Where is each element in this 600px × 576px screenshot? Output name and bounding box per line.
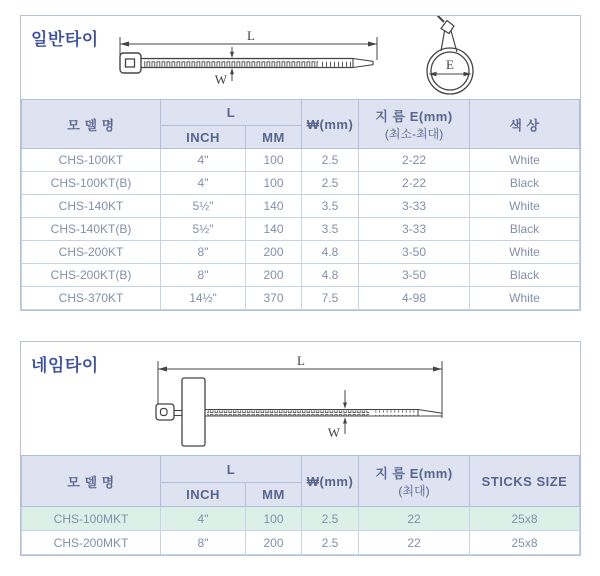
cell-diameter: 22 bbox=[359, 531, 470, 555]
diagram-area bbox=[21, 16, 580, 99]
cell-diameter: 3-50 bbox=[359, 264, 470, 287]
length-dimension-label: L bbox=[247, 28, 255, 43]
name-tie-diagram bbox=[21, 342, 580, 455]
length-dimension-label: L bbox=[297, 353, 305, 368]
cell-diameter: 22 bbox=[359, 507, 470, 531]
cell-inch: 5½" bbox=[161, 195, 246, 218]
general-tie-table bbox=[21, 99, 580, 310]
cell-diameter: 3-33 bbox=[359, 218, 470, 241]
cell-model: CHS-100MKT bbox=[22, 507, 161, 531]
cell-diameter: 2-22 bbox=[359, 149, 470, 172]
cell-diameter: 3-33 bbox=[359, 195, 470, 218]
cell-inch: 4" bbox=[161, 507, 246, 531]
loop-dimension-label: E bbox=[446, 57, 454, 72]
cell-inch: 5½" bbox=[161, 218, 246, 241]
section-title: 일반타이 bbox=[31, 30, 99, 49]
table-row bbox=[22, 218, 580, 241]
col-width: ₩(mm) bbox=[302, 456, 359, 507]
width-dimension-label: W bbox=[327, 425, 340, 440]
table-row bbox=[22, 149, 580, 172]
cell-inch: 8" bbox=[161, 241, 246, 264]
cell-inch: 8" bbox=[161, 531, 246, 555]
col-model: 모 델 명 bbox=[22, 100, 161, 149]
table-row bbox=[22, 241, 580, 264]
cell-mm: 200 bbox=[246, 241, 302, 264]
col-color: 색 상 bbox=[470, 100, 580, 149]
looped-tie bbox=[427, 16, 473, 94]
cell-w: 4.8 bbox=[302, 241, 359, 264]
col-inch: INCH bbox=[161, 126, 246, 149]
cell-inch: 4" bbox=[161, 172, 246, 195]
diagram-area bbox=[21, 342, 580, 455]
table-row bbox=[22, 195, 580, 218]
header-row bbox=[22, 100, 580, 126]
col-length: L bbox=[161, 100, 302, 126]
cell-mm: 370 bbox=[246, 287, 302, 310]
cell-mm: 200 bbox=[246, 531, 302, 555]
col-sticks-size: STICKS SIZE bbox=[470, 456, 580, 507]
cell-inch: 8" bbox=[161, 264, 246, 287]
col-mm: MM bbox=[246, 126, 302, 149]
cell-model: CHS-140KT(B) bbox=[22, 218, 161, 241]
table-row bbox=[22, 172, 580, 195]
cell-model: CHS-100KT(B) bbox=[22, 172, 161, 195]
cell-model: CHS-370KT bbox=[22, 287, 161, 310]
cell-w: 4.8 bbox=[302, 264, 359, 287]
cell-w: 3.5 bbox=[302, 195, 359, 218]
col-mm: MM bbox=[246, 483, 302, 507]
cell-color: White bbox=[470, 195, 580, 218]
cell-mm: 100 bbox=[246, 172, 302, 195]
cell-diameter: 3-50 bbox=[359, 241, 470, 264]
cell-w: 7.5 bbox=[302, 287, 359, 310]
col-inch: INCH bbox=[161, 483, 246, 507]
col-model: 모 델 명 bbox=[22, 456, 161, 507]
table-row bbox=[22, 507, 580, 531]
col-diameter: 지 름 E(mm) (최대) bbox=[359, 456, 470, 507]
section-name-tie bbox=[20, 341, 581, 556]
cell-color: White bbox=[470, 287, 580, 310]
cell-color: Black bbox=[470, 218, 580, 241]
cell-mm: 140 bbox=[246, 218, 302, 241]
col-length: L bbox=[161, 456, 302, 483]
cable-tie-diagram bbox=[21, 16, 580, 99]
section-title: 네임타이 bbox=[31, 356, 99, 375]
cell-w: 2.5 bbox=[302, 507, 359, 531]
table-row bbox=[22, 264, 580, 287]
width-dimension-label: W bbox=[214, 72, 227, 87]
cell-w: 2.5 bbox=[302, 149, 359, 172]
cell-color: White bbox=[470, 241, 580, 264]
col-width: ₩(mm) bbox=[302, 100, 359, 149]
cell-color: Black bbox=[470, 264, 580, 287]
cell-mm: 100 bbox=[246, 507, 302, 531]
cell-w: 2.5 bbox=[302, 172, 359, 195]
cell-model: CHS-200KT(B) bbox=[22, 264, 161, 287]
table-row bbox=[22, 287, 580, 310]
cell-model: CHS-140KT bbox=[22, 195, 161, 218]
section-general-tie bbox=[20, 15, 581, 311]
tie-body bbox=[156, 378, 442, 446]
tie-body bbox=[120, 53, 373, 73]
cell-diameter: 4-98 bbox=[359, 287, 470, 310]
header-row bbox=[22, 456, 580, 483]
cell-diameter: 2-22 bbox=[359, 172, 470, 195]
cell-model: CHS-200KT bbox=[22, 241, 161, 264]
cell-model: CHS-100KT bbox=[22, 149, 161, 172]
cell-inch: 14½" bbox=[161, 287, 246, 310]
name-tie-table bbox=[21, 455, 580, 555]
cell-w: 3.5 bbox=[302, 218, 359, 241]
cell-mm: 100 bbox=[246, 149, 302, 172]
cell-w: 2.5 bbox=[302, 531, 359, 555]
cell-mm: 200 bbox=[246, 264, 302, 287]
cell-color: Black bbox=[470, 172, 580, 195]
cell-mm: 140 bbox=[246, 195, 302, 218]
cell-sticks-size: 25x8 bbox=[470, 531, 580, 555]
col-diameter: 지 름 E(mm) (최소-최대) bbox=[359, 100, 470, 149]
cell-sticks-size: 25x8 bbox=[470, 507, 580, 531]
cell-color: White bbox=[470, 149, 580, 172]
cell-inch: 4" bbox=[161, 149, 246, 172]
cell-model: CHS-200MKT bbox=[22, 531, 161, 555]
table-row bbox=[22, 531, 580, 555]
